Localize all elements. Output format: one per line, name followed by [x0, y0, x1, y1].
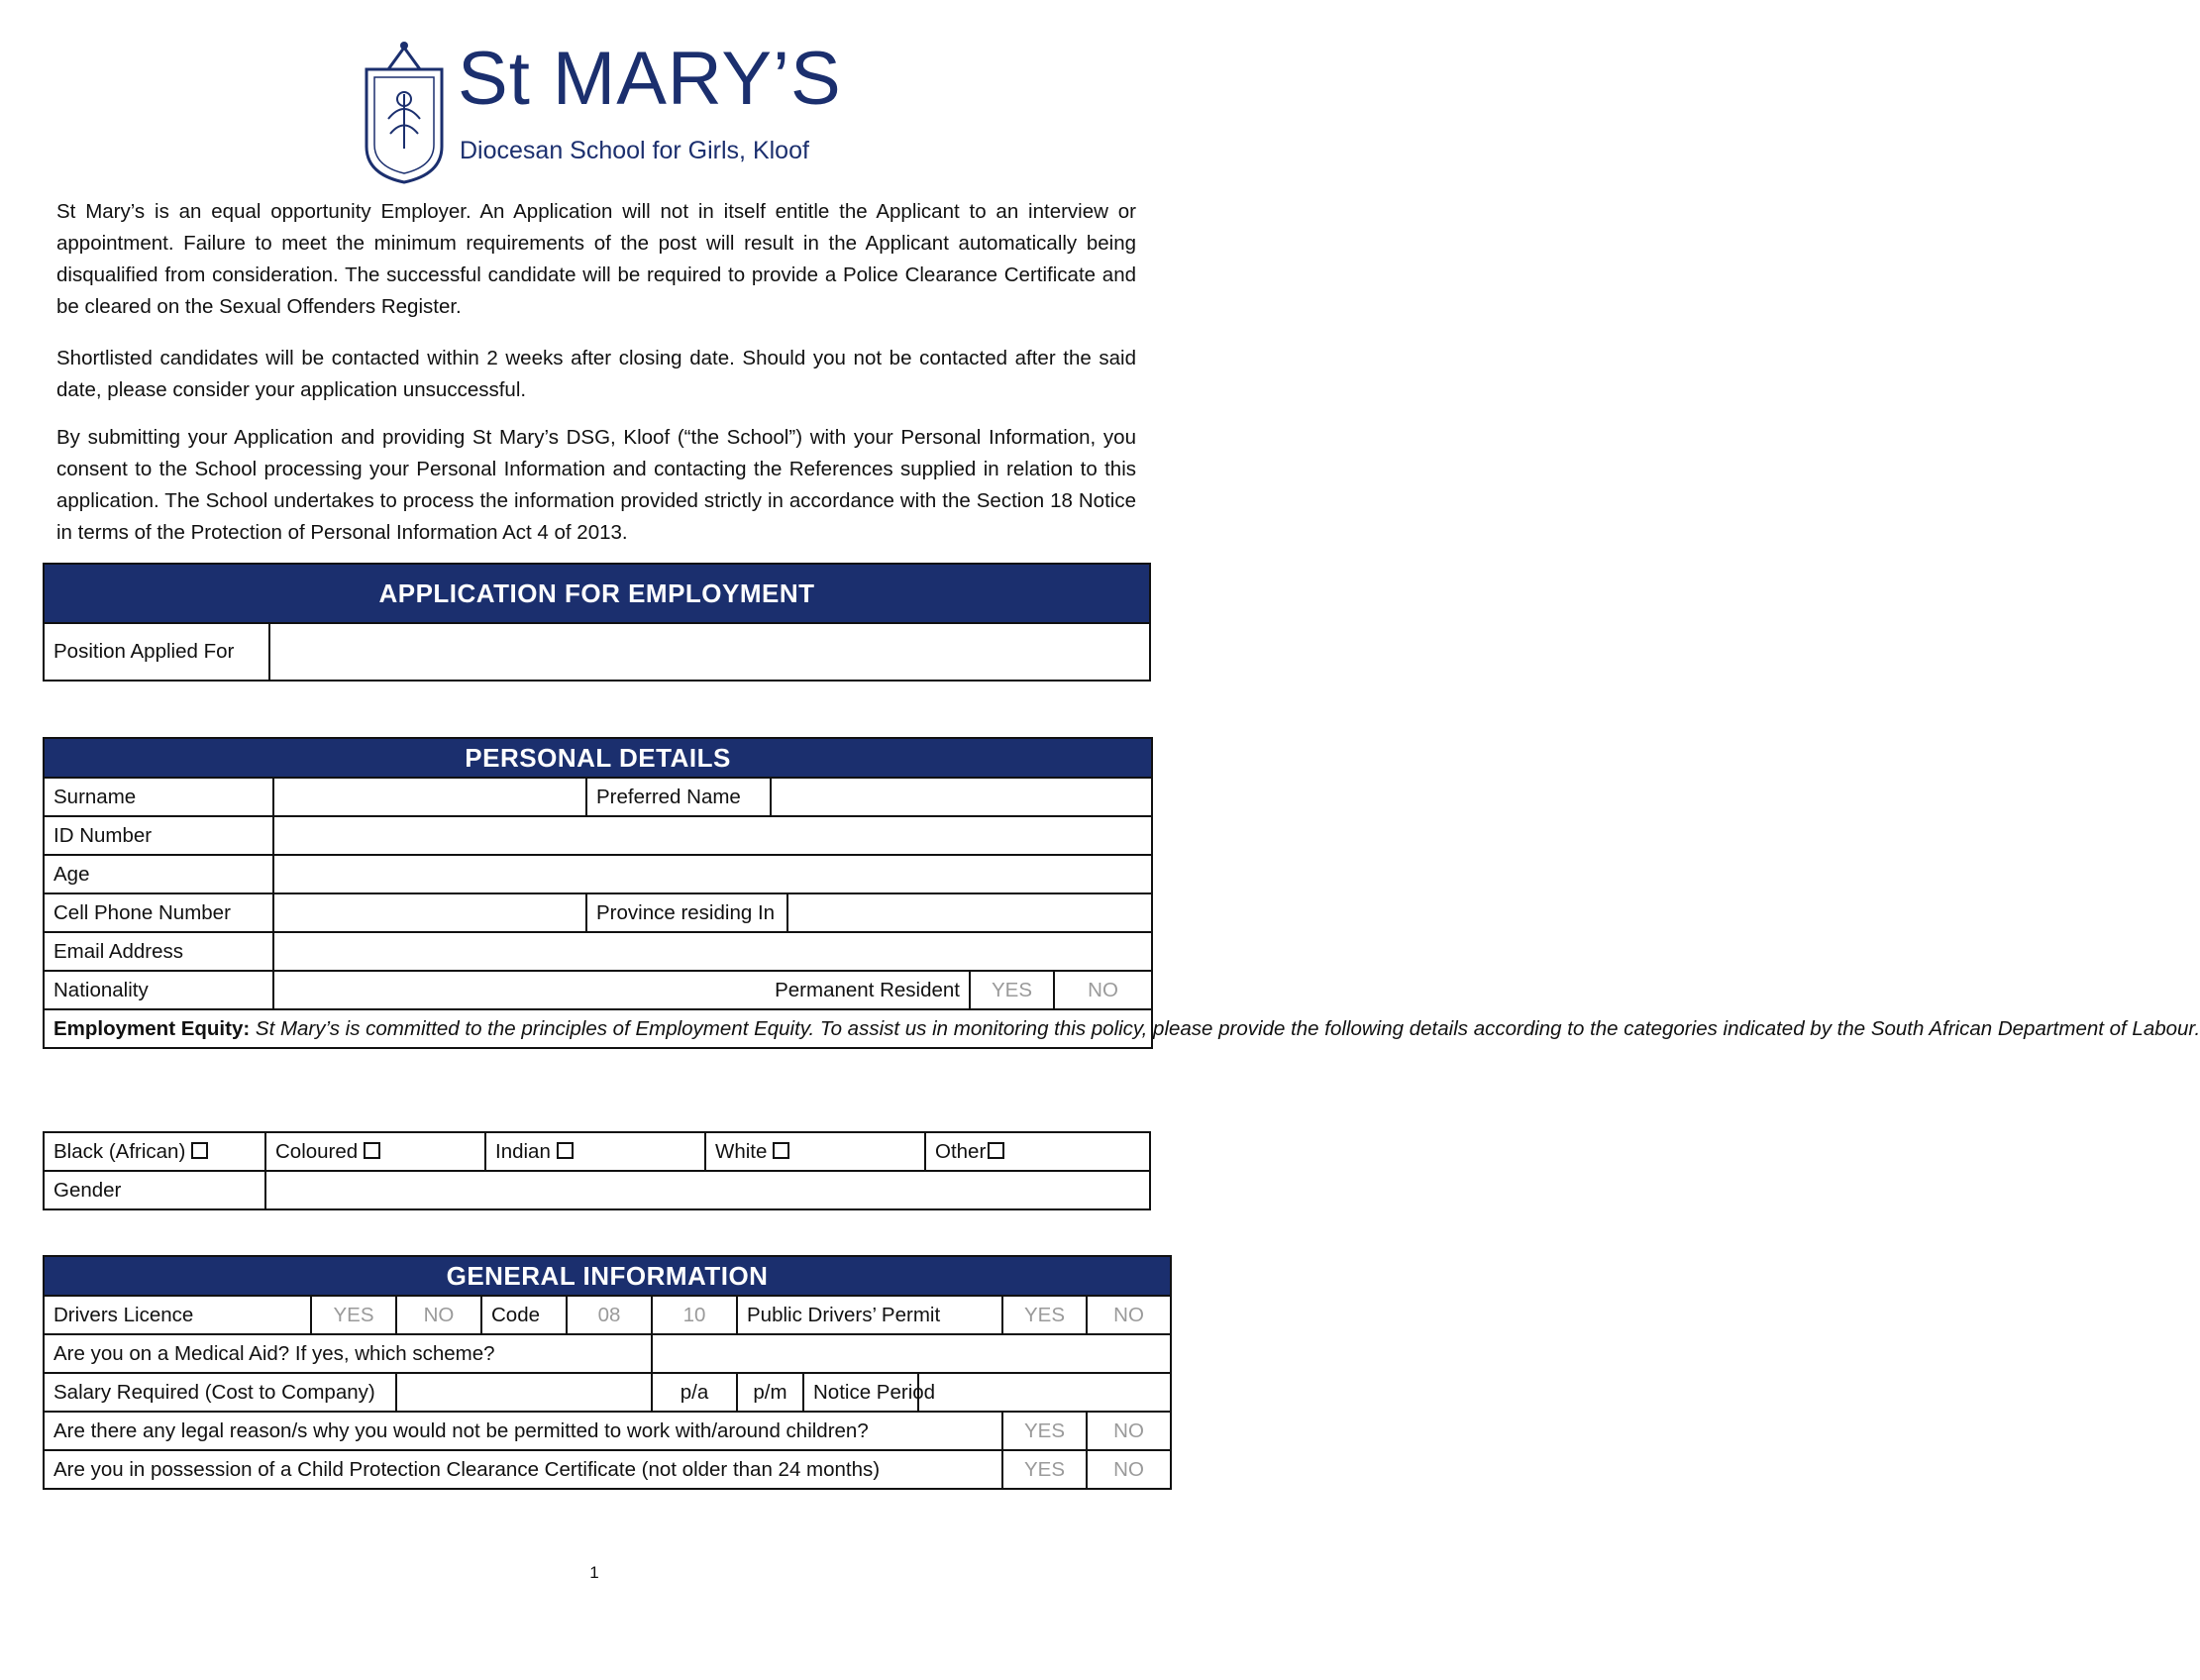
- clearance-no[interactable]: NO: [1087, 1450, 1171, 1489]
- race-label-black: Black (African): [53, 1139, 186, 1163]
- application-header: APPLICATION FOR EMPLOYMENT: [44, 564, 1150, 623]
- position-label: Position Applied For: [44, 623, 269, 681]
- personal-details-header: PERSONAL DETAILS: [44, 738, 1152, 778]
- province-field[interactable]: [787, 893, 1152, 932]
- preferred-name-label: Preferred Name: [586, 778, 771, 816]
- gender-label: Gender: [44, 1171, 265, 1209]
- general-information-header: GENERAL INFORMATION: [44, 1256, 1171, 1296]
- medical-aid-field[interactable]: [652, 1334, 1171, 1373]
- race-label-other: Other: [935, 1139, 987, 1163]
- permanent-resident-yes[interactable]: YES: [970, 971, 1054, 1009]
- nationality-label: Nationality: [44, 971, 273, 1009]
- permanent-resident-no[interactable]: NO: [1054, 971, 1152, 1009]
- drivers-licence-yes[interactable]: YES: [311, 1296, 396, 1334]
- general-information-table: [43, 1255, 1172, 1490]
- email-label: Email Address: [44, 932, 273, 971]
- salary-label: Salary Required (Cost to Company): [44, 1373, 396, 1412]
- intro-paragraph-1: St Mary’s is an equal opportunity Employer. An Application will not in itself entitle the Applicant to an interview or appointment. Failure to meet the minimum requirements of the post will result in the Applicant automatically being disqualified from consideration. The successful candidate will be required to provide a Police Clearance Certificate and be cleared on the Sexual Offenders Register.: [56, 200, 1136, 318]
- race-option-other[interactable]: [925, 1132, 1150, 1171]
- employment-equity-text: St Mary’s is committed to the principles of Employment Equity. To assist us in monitoring this policy, please provide the following details according to the categories indicated by the South African Department of Labour.: [255, 1017, 2200, 1040]
- salary-pm[interactable]: p/m: [737, 1373, 803, 1412]
- province-label: Province residing In: [586, 893, 787, 932]
- code-08[interactable]: 08: [567, 1296, 652, 1334]
- race-label-white: White: [715, 1139, 768, 1163]
- drivers-licence-no[interactable]: NO: [396, 1296, 481, 1334]
- page-number: 1: [589, 1563, 599, 1582]
- email-field[interactable]: [273, 932, 1152, 971]
- pdp-no[interactable]: NO: [1087, 1296, 1171, 1334]
- cell-phone-field[interactable]: [273, 893, 586, 932]
- clearance-question: Are you in possession of a Child Protection Clearance Certificate (not older than 24 months): [44, 1450, 1002, 1489]
- school-subtitle: Diocesan School for Girls, Kloof: [460, 137, 809, 164]
- code-label: Code: [481, 1296, 567, 1334]
- permanent-resident-label: Permanent Resident: [273, 971, 970, 1009]
- checkbox-icon[interactable]: [364, 1142, 380, 1159]
- race-option-indian[interactable]: [485, 1132, 705, 1171]
- pdp-yes[interactable]: YES: [1002, 1296, 1087, 1334]
- notice-period-label: Notice Period: [803, 1373, 918, 1412]
- cell-phone-label: Cell Phone Number: [44, 893, 273, 932]
- gender-field[interactable]: [265, 1171, 1150, 1209]
- intro-paragraph-2: Shortlisted candidates will be contacted within 2 weeks after closing date. Should you not be contacted after the said date, please consider your application unsuccessful.: [56, 347, 1136, 401]
- intro-paragraph-3: By submitting your Application and providing St Mary’s DSG, Kloof (“the School”) with your Personal Information, you consent to the School processing your Personal Information and contacting the References supplied in relation to this application. The School undertakes to process the information provided strictly in accordance with the Section 18 Notice in terms of the Protection of Personal Information Act 4 of 2013.: [56, 426, 1136, 544]
- age-field[interactable]: [273, 855, 1152, 893]
- race-option-coloured[interactable]: [265, 1132, 485, 1171]
- salary-pa[interactable]: p/a: [652, 1373, 737, 1412]
- code-10[interactable]: 10: [652, 1296, 737, 1334]
- legal-question: Are there any legal reason/s why you would not be permitted to work with/around children?: [44, 1412, 1002, 1450]
- checkbox-icon[interactable]: [191, 1142, 208, 1159]
- surname-label: Surname: [44, 778, 273, 816]
- drivers-licence-label: Drivers Licence: [44, 1296, 311, 1334]
- id-number-label: ID Number: [44, 816, 273, 855]
- checkbox-icon[interactable]: [557, 1142, 574, 1159]
- race-option-black[interactable]: [44, 1132, 265, 1171]
- legal-yes[interactable]: YES: [1002, 1412, 1087, 1450]
- school-crest-icon: [359, 40, 450, 184]
- race-label-coloured: Coloured: [275, 1139, 359, 1163]
- race-table: [43, 1131, 1151, 1210]
- checkbox-icon[interactable]: [773, 1142, 789, 1159]
- id-number-field[interactable]: [273, 816, 1152, 855]
- position-field[interactable]: [269, 623, 1150, 681]
- checkbox-icon[interactable]: [988, 1142, 1004, 1159]
- school-name: St MARY’S: [458, 37, 842, 121]
- application-table: [43, 563, 1151, 682]
- age-label: Age: [44, 855, 273, 893]
- surname-field[interactable]: [273, 778, 586, 816]
- employment-equity-label: Employment Equity:: [53, 1017, 251, 1040]
- preferred-name-field[interactable]: [771, 778, 1152, 816]
- school-logo: [359, 37, 844, 184]
- clearance-yes[interactable]: YES: [1002, 1450, 1087, 1489]
- medical-aid-label: Are you on a Medical Aid? If yes, which scheme?: [44, 1334, 652, 1373]
- race-label-indian: Indian: [495, 1139, 551, 1163]
- salary-field[interactable]: [396, 1373, 652, 1412]
- employment-equity-note: [44, 1009, 2200, 1048]
- notice-period-field[interactable]: [918, 1373, 1171, 1412]
- personal-details-table: [43, 737, 2200, 1049]
- legal-no[interactable]: NO: [1087, 1412, 1171, 1450]
- race-option-white[interactable]: [705, 1132, 925, 1171]
- pdp-label: Public Drivers’ Permit: [737, 1296, 1002, 1334]
